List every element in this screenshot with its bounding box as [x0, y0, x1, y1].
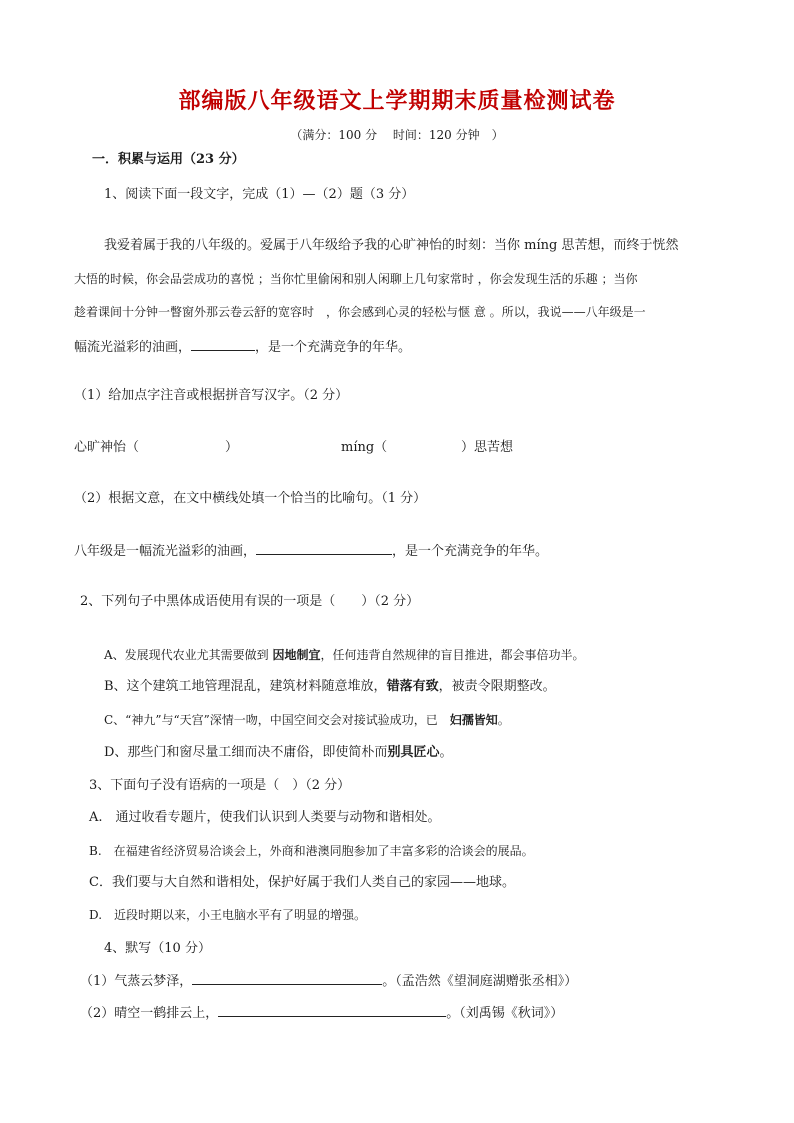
q1-prompt: 1、阅读下面一段文字，完成（1）—（2）题（3 分） — [104, 187, 415, 202]
q4-item-2-source: 。（刘禹锡《秋词》） — [446, 1006, 564, 1021]
q4-prompt: 4、默写（10 分） — [104, 941, 211, 956]
q2-prompt: 2、下列句子中黑体成语使用有误的一项是（ ）（2 分） — [80, 594, 420, 609]
q2-option-b — [104, 678, 556, 696]
sub1-prompt: （1）给加点字注音或根据拼音写汉字。（2 分） — [74, 388, 349, 403]
q4-item-1-source: 。（孟浩然《望洞庭湖赠张丞相》） — [382, 974, 578, 989]
q2-option-c — [104, 711, 510, 729]
passage-line-1: 我爱着属于我的八年级的。爱属于八年级给予我的心旷神怡的时刻：当你 míng 思苦想，而终于恍然 — [104, 238, 679, 253]
q2-option-c-rest: 。 — [497, 713, 510, 727]
q2-option-c-idiom: 妇孺皆知 — [449, 713, 498, 727]
passage-line-2: 大悟的时候，你会品尝成功的喜悦 ；当你忙里偷闲和别人闲聊上几句家常时 ，你会发现生活的乐趣 ；当你 — [74, 272, 638, 286]
q2-option-d-text: D、那些门和窗尽量工细而决不庸俗，即使简朴而 — [104, 745, 388, 760]
q2-option-b-idiom: 错落有致 — [386, 679, 439, 694]
sub2-prompt: （2）根据文意，在文中横线处填一个恰当的比喻句。（1 分） — [74, 491, 427, 506]
q2-option-b-rest: ，被责令限期整改。 — [438, 679, 556, 694]
passage-line-4-start: 幅流光溢彩的油画， — [74, 340, 192, 355]
q2-option-a — [104, 646, 585, 664]
q3-option-d: D. 近段时期以来，小王电脑水平有了明显的增强。 — [89, 908, 367, 922]
section-heading: 一．积累与运用（23 分） — [92, 152, 245, 167]
q2-option-d-rest: 。 — [439, 745, 453, 760]
q4-item-1-text: （1）气蒸云梦泽， — [80, 974, 193, 989]
passage-blank[interactable] — [191, 338, 255, 351]
q2-option-a-text: A、发展现代农业尤其需要做到 — [104, 648, 273, 662]
q4-item-1-blank[interactable] — [192, 972, 382, 985]
passage-line-4-end: ，是一个充满竞争的年华。 — [255, 340, 412, 355]
q4-item-2-blank[interactable] — [218, 1004, 446, 1017]
q4-item-2 — [80, 1004, 563, 1023]
sub1-close2: ）思苦想 — [461, 440, 514, 455]
sub2-blank[interactable] — [256, 542, 392, 555]
passage-line-3: 趁着课间十分钟一瞥窗外那云卷云舒的宽容时 ，你会感到心灵的轻松与惬 意 。所以，我说——八年级是一 — [74, 305, 646, 319]
sub1-close1: ） — [225, 440, 239, 455]
exam-title: 部编版八年级语文上学期期末质量检测试卷 — [178, 89, 616, 114]
sub1-word2: míng（ — [341, 440, 388, 455]
q3-prompt: 3、下面句子没有语病的一项是（ ）（2 分） — [89, 778, 351, 793]
q2-option-b-text: B、这个建筑工地管理混乱，建筑材料随意堆放， — [104, 679, 387, 694]
q2-option-c-text: C、“神九”与“天宫”深情一吻，中国空间交会对接试验成功，已 — [104, 713, 450, 727]
q3-option-a: A. 通过收看专题片，使我们认识到人类要与动物和谐相处。 — [89, 810, 441, 825]
sub2-answer-end: ，是一个充满竞争的年华。 — [392, 544, 549, 559]
sub1-word1: 心旷神怡（ — [74, 440, 140, 455]
q4-item-1 — [80, 972, 577, 991]
q2-option-d — [104, 744, 452, 762]
sub2-answer-start: 八年级是一幅流光溢彩的油画， — [74, 544, 257, 559]
q3-option-c: C．我们要与大自然和谐相处，保护好属于我们人类自己的家园——地球。 — [89, 875, 515, 890]
exam-info: （满分：100 分 时间：120 分钟 ） — [290, 128, 504, 142]
q2-option-a-rest: ，任何违背自然规律的盲目推进，都会事倍功半。 — [320, 648, 585, 662]
q3-option-b: B. 在福建省经济贸易洽谈会上，外商和港澳同胞参加了丰富多彩的洽谈会的展品。 — [89, 844, 534, 858]
passage-line-4 — [74, 338, 411, 357]
q2-option-a-idiom: 因地制宜 — [272, 648, 321, 662]
q4-item-2-text: （2）晴空一鹤排云上， — [80, 1006, 219, 1021]
sub2-answer-line — [74, 542, 548, 561]
q2-option-d-idiom: 别具匠心 — [387, 745, 440, 760]
